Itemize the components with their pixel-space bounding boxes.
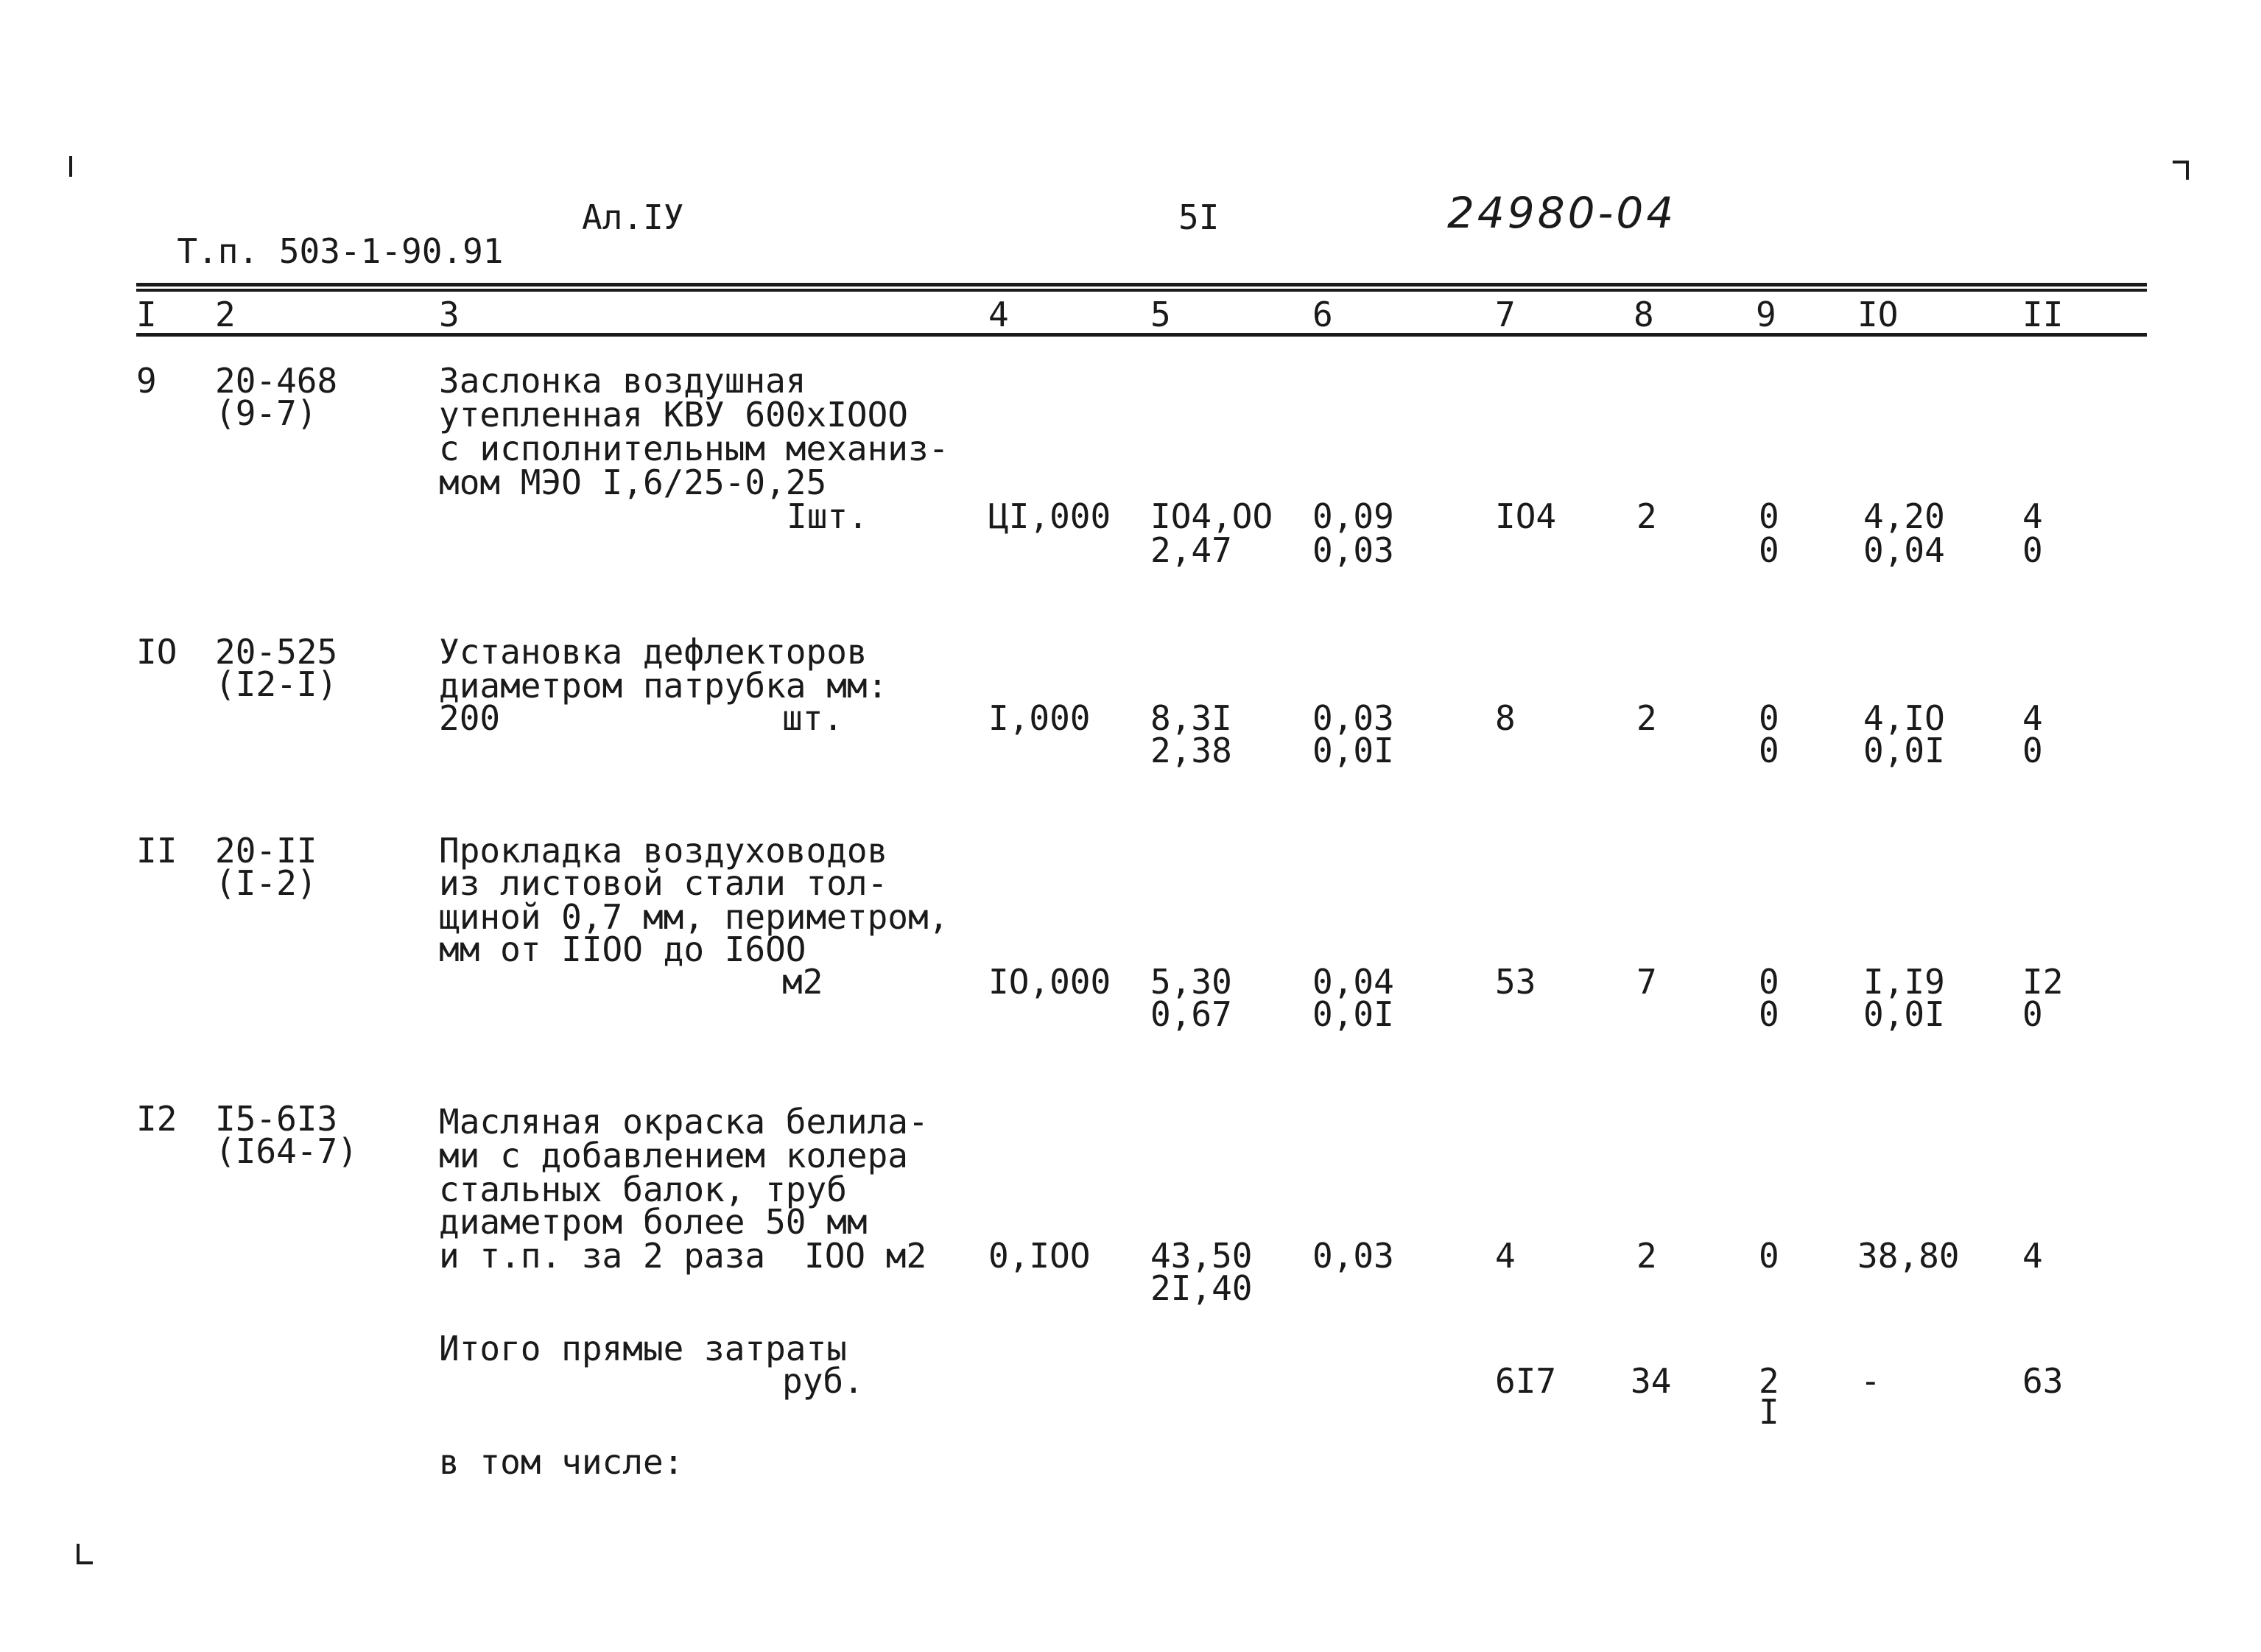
col9-value-2: 0 — [1759, 994, 1779, 1034]
col11-value: I2 — [2022, 962, 2064, 1002]
col9-value: 0 — [1759, 1236, 1779, 1276]
quantity: ЦI,000 — [988, 496, 1111, 536]
col-header-2: 2 — [215, 295, 236, 334]
description-line: Заслонка воздушная — [439, 361, 806, 401]
col10-value: 4,IO — [1863, 698, 1945, 738]
col6-value: 0,04 — [1312, 962, 1394, 1002]
total-col8: 34 — [1631, 1361, 1672, 1401]
col6-value: 0,09 — [1312, 496, 1394, 536]
col6-value-2: 0,03 — [1312, 530, 1394, 570]
quantity: I,000 — [988, 698, 1091, 738]
col10-value-2: 0,04 — [1863, 530, 1945, 570]
col9-value-2: 0 — [1759, 530, 1779, 570]
col8-value: 2 — [1636, 496, 1657, 536]
norm-code: I5-6I3 — [215, 1099, 338, 1139]
col-header-10: IO — [1857, 295, 1899, 334]
quantity: IO,000 — [988, 962, 1111, 1002]
col-header-8: 8 — [1634, 295, 1654, 334]
norm-code: 20-468 — [215, 361, 338, 401]
description-line: Установка дефлекторов — [439, 632, 868, 672]
col-header-11: II — [2022, 295, 2064, 334]
col5-value: 43,50 — [1150, 1236, 1253, 1276]
norm-code-sub: (I64-7) — [215, 1131, 358, 1171]
total-col9: 2 — [1759, 1361, 1779, 1401]
norm-code: 20-525 — [215, 632, 338, 672]
album-label: Ал.IУ — [582, 197, 684, 237]
col5-value-2: 2I,40 — [1150, 1268, 1253, 1308]
unit: Iшт. — [787, 496, 868, 536]
col10-value: 4,20 — [1863, 496, 1945, 536]
description-line: из листовой стали тол- — [439, 863, 888, 903]
description-line: щиной 0,7 мм, периметром, — [439, 897, 949, 937]
norm-code-sub: (I-2) — [215, 863, 317, 903]
header-top-rule — [136, 283, 2147, 287]
description-line: ми с добавлением колера — [439, 1136, 908, 1175]
description-line: и т.п. за 2 раза — [439, 1236, 766, 1276]
col11-value-2: 0 — [2022, 731, 2043, 770]
total-col10: - — [1860, 1361, 1881, 1401]
col5-value-2: 2,47 — [1150, 530, 1232, 570]
col5-value: 5,30 — [1150, 962, 1232, 1002]
corner-mark-top-left — [69, 156, 72, 177]
col5-value-2: 0,67 — [1150, 994, 1232, 1034]
total-unit: руб. — [782, 1361, 864, 1401]
unit: м2 — [782, 962, 823, 1002]
col7-value: 53 — [1495, 962, 1536, 1002]
page-number: 5I — [1178, 197, 1220, 237]
description-line: мом МЭО I,6/25-0,25 — [439, 463, 827, 502]
col11-value: 4 — [2022, 496, 2043, 536]
col6-value-2: 0,0I — [1312, 731, 1394, 770]
total-label: Итого прямые затраты — [439, 1329, 847, 1368]
col11-value: 4 — [2022, 698, 2043, 738]
col7-value: IО4 — [1495, 496, 1557, 536]
description-line: стальных балок, труб — [439, 1170, 847, 1209]
col-header-3: 3 — [439, 295, 460, 334]
col10-value-2: 0,0I — [1863, 731, 1945, 770]
col11-value: 4 — [2022, 1236, 2043, 1276]
norm-code-sub: (9-7) — [215, 393, 317, 433]
col5-value-2: 2,38 — [1150, 731, 1232, 770]
norm-code: 20-II — [215, 831, 317, 871]
col11-value-2: 0 — [2022, 994, 2043, 1034]
col9-value: 0 — [1759, 962, 1779, 1002]
col6-value: 0,03 — [1312, 1236, 1394, 1276]
row-number: 9 — [136, 361, 157, 401]
col5-value: 8,3I — [1150, 698, 1232, 738]
col10-value-2: 0,0I — [1863, 994, 1945, 1034]
col-header-5: 5 — [1150, 295, 1171, 334]
doc-reference-text: Т.п. 503-1-90.91 — [177, 231, 504, 271]
total-col7: 6I7 — [1495, 1361, 1557, 1401]
col-header-7: 7 — [1495, 295, 1516, 334]
quantity: 0,IОО — [988, 1236, 1091, 1276]
row-number: IO — [136, 632, 177, 672]
unit: шт. — [782, 698, 844, 738]
header-bottom-rule — [136, 333, 2147, 337]
col-header-1: I — [136, 295, 157, 334]
norm-code-sub: (I2-I) — [215, 664, 338, 704]
total-col11: 63 — [2022, 1361, 2064, 1401]
col6-value: 0,03 — [1312, 698, 1394, 738]
col10-value: 38,80 — [1857, 1236, 1960, 1276]
col8-value: 7 — [1636, 962, 1657, 1002]
col8-value: 2 — [1636, 698, 1657, 738]
col9-value: 0 — [1759, 496, 1779, 536]
col7-value: 4 — [1495, 1236, 1516, 1276]
col7-value: 8 — [1495, 698, 1516, 738]
corner-mark-top-right-stem — [2186, 161, 2189, 180]
including-label: в том числе: — [439, 1442, 684, 1482]
total-col9-2: I — [1759, 1392, 1779, 1432]
description-line: диаметром патрубка мм: — [439, 666, 888, 706]
handwritten-code: 24980-04 — [1447, 188, 1677, 238]
doc-reference — [136, 200, 504, 271]
col-header-9: 9 — [1756, 295, 1776, 334]
col8-value: 2 — [1636, 1236, 1657, 1276]
col-header-4: 4 — [988, 295, 1009, 334]
col10-value: I,I9 — [1863, 962, 1945, 1002]
header-top-rule-2 — [136, 289, 2147, 292]
description-line: утепленная КВУ 600хIООО — [439, 395, 908, 435]
corner-mark-bottom-left-foot — [77, 1561, 93, 1564]
col9-value-2: 0 — [1759, 731, 1779, 770]
row-number: I2 — [136, 1099, 177, 1139]
description-line: с исполнительным механиз- — [439, 429, 949, 468]
col9-value: 0 — [1759, 698, 1779, 738]
description-line: диаметром более 50 мм — [439, 1202, 868, 1242]
description-line: Прокладка воздуховодов — [439, 831, 888, 871]
description-line: 200 — [439, 698, 501, 738]
description-line: Масляная окраска белила- — [439, 1102, 929, 1142]
col-header-6: 6 — [1312, 295, 1333, 334]
col6-value-2: 0,0I — [1312, 994, 1394, 1034]
unit: IОО м2 — [804, 1236, 927, 1276]
col11-value-2: 0 — [2022, 530, 2043, 570]
description-line: мм от IIОО до I6ОО — [439, 929, 806, 969]
row-number: II — [136, 831, 177, 871]
col5-value: IО4,ОО — [1150, 496, 1273, 536]
